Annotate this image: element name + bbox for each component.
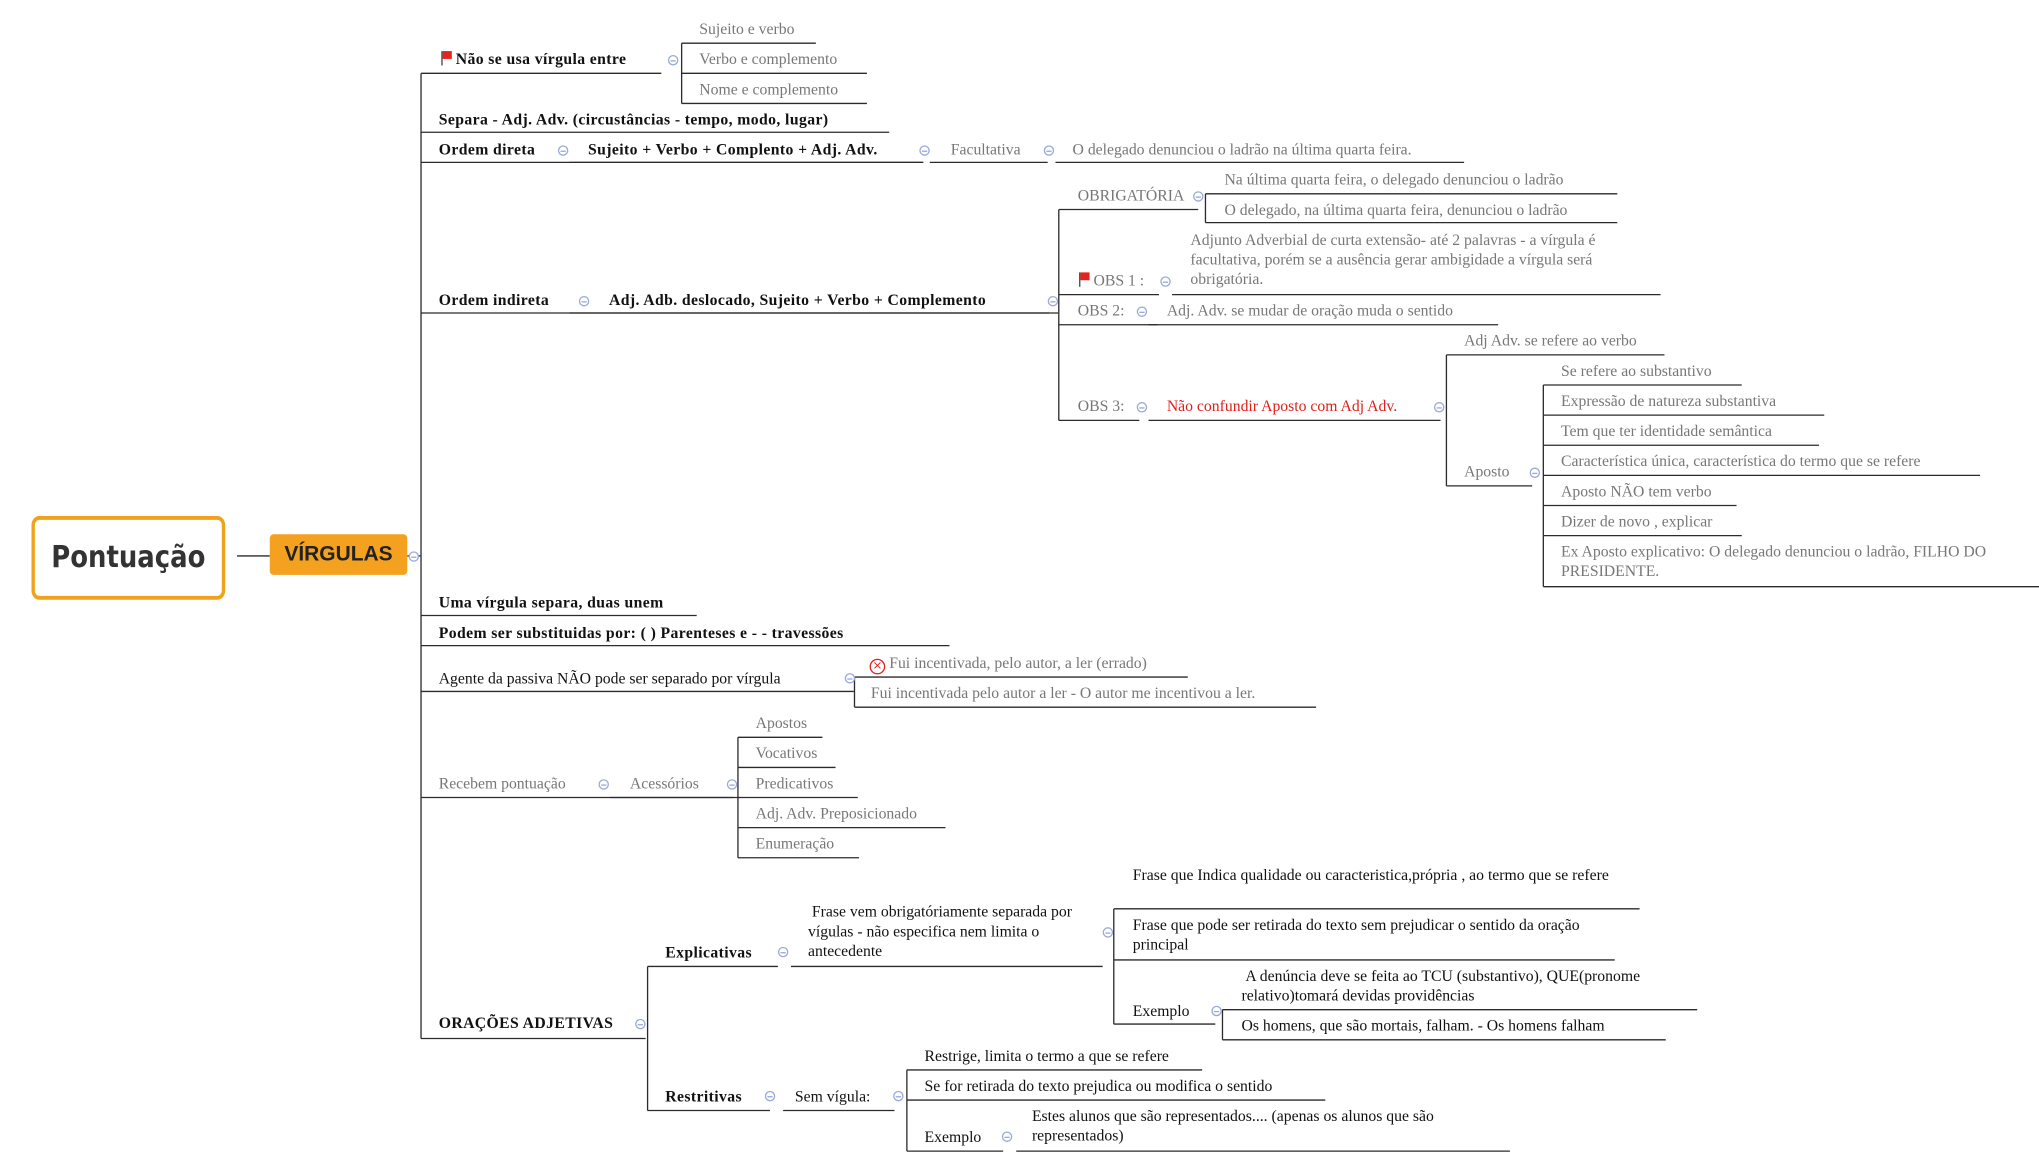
collapse-icon[interactable] bbox=[1137, 306, 1147, 316]
collapse-icon[interactable] bbox=[579, 296, 589, 306]
node-obs3[interactable]: OBS 3: bbox=[1077, 396, 1125, 416]
collapse-icon[interactable] bbox=[765, 1091, 775, 1101]
node-aposto-item[interactable]: Ex Aposto explicativo: O delegado denunciou o ladrão, FILHO DO PRESIDENTE. bbox=[1561, 542, 1987, 581]
node-obs1[interactable] bbox=[1078, 271, 1144, 291]
node-acessorio-item[interactable]: Adj. Adv. Preposicionado bbox=[755, 804, 917, 823]
node-aposto-item[interactable]: Se refere ao substantivo bbox=[1561, 361, 1712, 380]
collapse-icon[interactable] bbox=[409, 551, 419, 561]
node-correto[interactable]: Fui incentivada pelo autor a ler - O autor me incentivou a ler. bbox=[870, 683, 1256, 702]
node-podem-ser-substituidas[interactable]: Podem ser substituidas por: ( ) Parenteses e - - travessões bbox=[438, 623, 844, 642]
flag-icon bbox=[440, 51, 453, 65]
node-adj-adv-verbo[interactable]: Adj Adv. se refere ao verbo bbox=[1464, 331, 1637, 350]
error-icon: × bbox=[870, 659, 886, 675]
collapse-icon[interactable] bbox=[1002, 1131, 1012, 1141]
node-explicativas-item[interactable]: Frase que pode ser retirada do texto sem prejudicar o sentido da oração principal bbox=[1132, 915, 1580, 954]
node-explicativas-desc[interactable]: Frase vem obrigatóriamente separada por vígulas - não especifica nem limita o antecedente bbox=[808, 902, 1073, 960]
node-sem-virgula[interactable]: Sem vígula: bbox=[794, 1086, 871, 1106]
node-explicativas[interactable]: Explicativas bbox=[665, 942, 753, 962]
node-acessorio-item[interactable]: Vocativos bbox=[755, 743, 818, 763]
node-obs2-text[interactable]: Adj. Adv. se mudar de oração muda o sentido bbox=[1166, 301, 1453, 320]
node-exemplo-ordem-direta[interactable]: O delegado denunciou o ladrão na última quarta feira. bbox=[1072, 140, 1412, 159]
node-aposto[interactable]: Aposto bbox=[1464, 462, 1510, 481]
node-restritivas-exemplo-text[interactable]: Estes alunos que são representados.... (apenas os alunos que são representados) bbox=[1031, 1106, 1434, 1145]
collapse-icon[interactable] bbox=[1530, 468, 1540, 478]
node-restritivas-exemplo[interactable]: Exemplo bbox=[924, 1127, 982, 1146]
node-verbo-complemento[interactable]: Verbo e complemento bbox=[699, 49, 838, 69]
node-restritivas[interactable]: Restritivas bbox=[665, 1086, 743, 1106]
collapse-icon[interactable] bbox=[598, 779, 608, 789]
node-agente-da-passiva[interactable]: Agente da passiva NÃO pode ser separado por vírgula bbox=[438, 669, 781, 688]
collapse-icon[interactable] bbox=[668, 55, 678, 65]
collapse-icon[interactable] bbox=[727, 779, 737, 789]
node-ordem-indireta[interactable]: Ordem indireta bbox=[438, 290, 550, 310]
flag-icon bbox=[1078, 272, 1091, 286]
node-exemplo-item[interactable]: A denúncia deve se feita ao TCU (substantivo), QUE(pronome relativo)tomará devidas providências bbox=[1241, 966, 1641, 1005]
node-acessorio-item[interactable]: Apostos bbox=[755, 713, 808, 733]
node-acessorio-item[interactable]: Enumeração bbox=[755, 834, 835, 853]
node-obs2[interactable]: OBS 2: bbox=[1077, 301, 1125, 320]
collapse-icon[interactable] bbox=[1048, 296, 1058, 306]
node-label: OBS 1 : bbox=[1093, 271, 1145, 290]
collapse-icon[interactable] bbox=[1193, 191, 1203, 201]
collapse-icon[interactable] bbox=[1211, 1006, 1221, 1016]
node-restritivas-item[interactable]: Restrige, limita o termo a que se refere bbox=[924, 1046, 1169, 1065]
collapse-icon[interactable] bbox=[1137, 402, 1147, 412]
root-topic-label: Pontuação bbox=[51, 540, 206, 575]
node-label: Não se usa vírgula entre bbox=[455, 49, 627, 69]
node-explicativas-item[interactable]: Frase que Indica qualidade ou caracteristica,própria , ao termo que se refere bbox=[1132, 865, 1609, 884]
collapse-icon[interactable] bbox=[1160, 276, 1170, 286]
node-obrig-exemplo-2[interactable]: O delegado, na última quarta feira, denunciou o ladrão bbox=[1224, 200, 1568, 219]
collapse-icon[interactable] bbox=[919, 145, 929, 155]
node-explicativas-exemplo[interactable]: Exemplo bbox=[1132, 1001, 1190, 1021]
node-ordem-direta[interactable]: Ordem direta bbox=[438, 140, 536, 159]
node-nao-se-usa-virgula[interactable] bbox=[440, 50, 626, 70]
collapse-icon[interactable] bbox=[778, 947, 788, 957]
node-obs3-text[interactable]: Não confundir Aposto com Adj Adv. bbox=[1166, 396, 1398, 416]
main-topic-virgulas[interactable] bbox=[270, 534, 408, 575]
collapse-icon[interactable] bbox=[893, 1091, 903, 1101]
node-separa-adj-adv[interactable]: Separa - Adj. Adv. (circustâncias - tempo, modo, lugar) bbox=[438, 110, 829, 129]
main-topic-label: VÍRGULAS bbox=[284, 542, 393, 566]
node-aposto-item[interactable]: Aposto NÃO tem verbo bbox=[1561, 481, 1712, 501]
node-aposto-item[interactable]: Expressão de natureza substantiva bbox=[1561, 391, 1777, 410]
node-nome-complemento[interactable]: Nome e complemento bbox=[699, 79, 839, 99]
collapse-icon[interactable] bbox=[845, 673, 855, 683]
node-oracoes-adjetivas[interactable]: ORAÇÕES ADJETIVAS bbox=[438, 1013, 614, 1032]
root-topic[interactable] bbox=[31, 516, 225, 600]
node-obrigatoria[interactable]: OBRIGATÓRIA bbox=[1077, 185, 1185, 205]
node-aposto-item[interactable]: Tem que ter identidade semântica bbox=[1561, 421, 1772, 441]
node-recebem-pontuacao[interactable]: Recebem pontuação bbox=[438, 773, 566, 793]
node-sujeito-verbo[interactable]: Sujeito e verbo bbox=[699, 19, 795, 38]
node-aposto-item[interactable]: Dizer de novo , explicar bbox=[1561, 512, 1713, 531]
node-obs1-text[interactable]: Adjunto Adverbial de curta extensão- até 2 palavras - a vírgula é facultativa, porém se a ausência gerar ambigidade a vírgula será obrigatória. bbox=[1190, 230, 1596, 289]
collapse-icon[interactable] bbox=[1044, 145, 1054, 155]
collapse-icon[interactable] bbox=[558, 145, 568, 155]
node-errado[interactable] bbox=[870, 653, 1147, 674]
node-restritivas-item[interactable]: Se for retirada do texto prejudica ou modifica o sentido bbox=[924, 1076, 1273, 1095]
node-aposto-item[interactable]: Característica única, característica do termo que se refere bbox=[1561, 451, 1921, 471]
collapse-icon[interactable] bbox=[1434, 402, 1444, 412]
node-exemplo-item[interactable]: Os homens, que são mortais, falham. - Os homens falham bbox=[1241, 1016, 1605, 1035]
node-acessorios[interactable]: Acessórios bbox=[629, 773, 699, 793]
collapse-icon[interactable] bbox=[1103, 927, 1113, 937]
collapse-icon[interactable] bbox=[635, 1019, 645, 1029]
node-uma-virgula-separa[interactable]: Uma vírgula separa, duas unem bbox=[438, 593, 664, 612]
node-sujeito-verbo-complento[interactable]: Sujeito + Verbo + Complento + Adj. Adv. bbox=[587, 140, 878, 159]
node-obrig-exemplo-1[interactable]: Na última quarta feira, o delegado denunciou o ladrão bbox=[1224, 170, 1564, 189]
node-acessorio-item[interactable]: Predicativos bbox=[755, 773, 834, 793]
node-facultativa[interactable]: Facultativa bbox=[950, 140, 1021, 159]
node-adj-deslocado[interactable]: Adj. Adb. deslocado, Sujeito + Verbo + Complemento bbox=[608, 290, 987, 310]
node-label: Fui incentivada, pelo autor, a ler (errado) bbox=[889, 653, 1147, 672]
